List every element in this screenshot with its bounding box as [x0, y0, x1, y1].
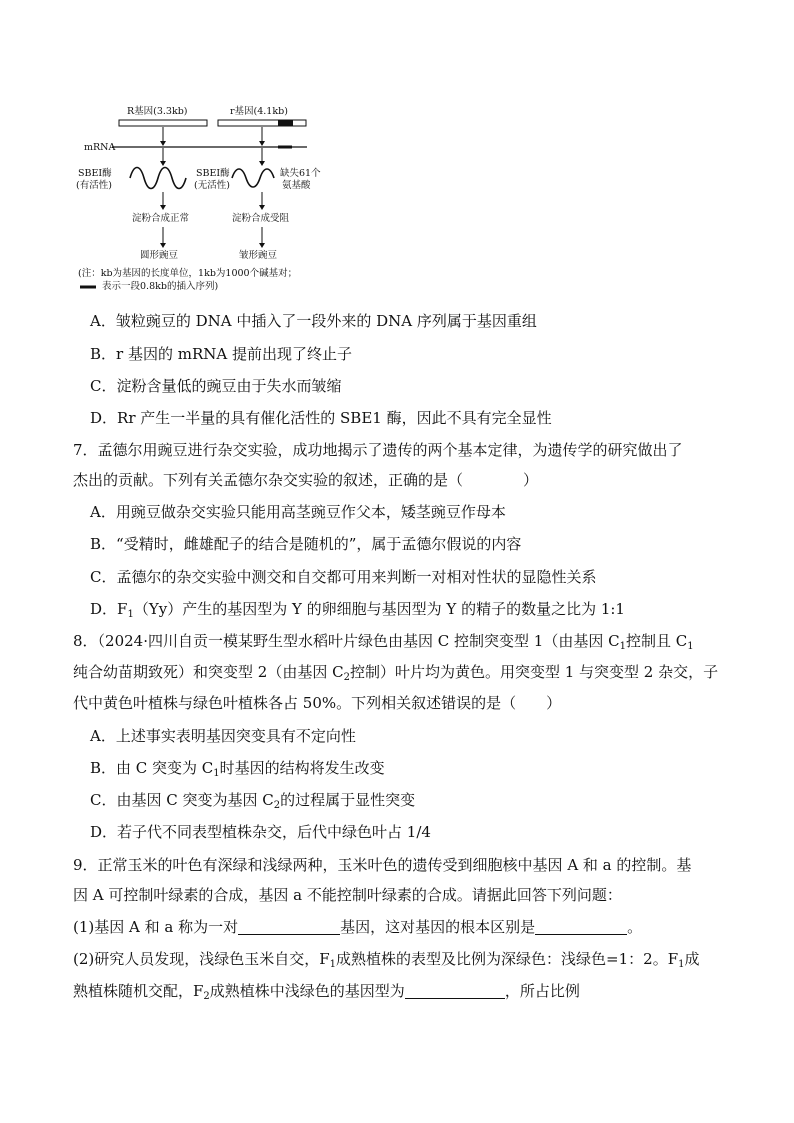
enzyme-mutant-status: (无活性)	[194, 180, 230, 191]
missing-amino-acids-label: 缺失61个	[280, 168, 321, 179]
q8-stem-line-3: 代中黄色叶植株与绿色叶植株各占 50%。下列相关叙述错误的是（ ）	[73, 694, 562, 712]
enzyme-r-label: SBEI酶	[78, 168, 112, 179]
active-enzyme-wave	[130, 168, 186, 189]
enzyme-mutant-label: SBEI酶	[196, 168, 230, 179]
starch-blocked-label: 淀粉合成受阻	[232, 213, 290, 224]
q8-option-b: B．由 C 突变为 $C_1$时基因的结构将发生改变	[90, 759, 385, 779]
gene-expression-diagram	[72, 100, 362, 300]
q7-option-b: B．“受精时，雌雄配子的结合是随机的”，属于孟德尔假说的内容	[90, 535, 522, 553]
q8-option-d: D．若子代不同表型植株杂交，后代中绿色叶占 1/4	[90, 823, 431, 841]
wrinkled-pea-label: 皱形豌豆	[239, 250, 278, 261]
q8-stem-line-1: 8．（2024·四川自贡一模某野生型水稻叶片绿色由基因 C 控制突变型 1（由基因 $C_1$控制且 $C_1$	[73, 632, 694, 652]
q6-option-c: C．淀粉含量低的豌豆由于失水而皱缩	[90, 377, 342, 395]
q9-part-2-line-1: (2)研究人员发现，浅绿色玉米自交，$F_1$成熟植株的表型及比例为深绿色：浅绿色=1：2。$F_1$成	[73, 950, 700, 970]
q6-option-a: A．皱粒豌豆的 DNA 中插入了一段外来的 DNA 序列属于基因重组	[90, 312, 537, 330]
q6-option-d: D．Rr 产生一半量的具有催化活性的 SBE1 酶，因此不具有完全显性	[90, 409, 552, 427]
answer-blank-2[interactable]	[535, 919, 627, 935]
q7-option-d: D．$F_1(Yy)$产生的基因型为 Y 的卵细胞与基因型为 Y 的精子的数量之比为 1:1	[90, 600, 625, 620]
answer-blank-3[interactable]	[405, 983, 505, 999]
q9-part-2-line-2: 熟植株随机交配，$F_2$成熟植株中浅绿色的基因型为 ，所占比例	[73, 982, 580, 1002]
q7-option-c: C．孟德尔的杂交实验中测交和自交都可用来判断一对相对性状的显隐性关系	[90, 568, 597, 586]
q7-stem-line-1: 7．孟德尔用豌豆进行杂交实验，成功地揭示了遗传的两个基本定律，为遗传学的研究做出了	[73, 441, 683, 459]
q7-option-a: A．用豌豆做杂交实验只能用高茎豌豆作父本，矮茎豌豆作母本	[90, 503, 506, 521]
q9-stem-line-2: 因 A 可控制叶绿素的合成，基因 a 不能控制叶绿素的合成。请据此回答下列问题：	[73, 886, 622, 904]
r-mutant-gene-label: r基因(4.1kb)	[230, 106, 288, 117]
answer-blank-1[interactable]	[238, 919, 340, 935]
r-gene-label: R基因(3.3kb)	[127, 106, 188, 117]
q8-option-a: A．上述事实表明基因突变具有不定向性	[90, 727, 356, 745]
inactive-enzyme-wave	[232, 169, 274, 187]
diagram-note-line-2: 表示一段0.8kb的插入序列)	[102, 281, 219, 292]
missing-amino-acids-label-2: 氨基酸	[282, 180, 311, 191]
q8-stem-line-2: 纯合幼苗期致死）和突变型 2（由基因 $C_2$控制）叶片均为黄色。用突变型 1 与突变型 2 杂交，子	[73, 663, 719, 683]
insertion-sequence-block	[278, 120, 293, 126]
enzyme-r-status: (有活性)	[76, 180, 112, 191]
q9-part-1: (1)基因 A 和 a 称为一对 基因，这对基因的根本区别是 。	[73, 918, 643, 936]
q8-option-c: C．由基因 C 突变为基因 $C_2$的过程属于显性突变	[90, 791, 416, 811]
q7-stem-line-2: 杰出的贡献。下列有关孟德尔杂交实验的叙述，正确的是（ ）	[73, 471, 539, 489]
mrna-label: mRNA	[84, 142, 116, 153]
r-gene-dna-bar	[119, 120, 207, 126]
round-pea-label: 圆形豌豆	[140, 250, 179, 261]
q9-stem-line-1: 9．正常玉米的叶色有深绿和浅绿两种，玉米叶色的遗传受到细胞核中基因 A 和 a 的控制。基	[73, 856, 692, 874]
diagram-note-line-1: (注：kb为基因的长度单位，1kb为1000个碱基对；	[78, 268, 298, 279]
q6-option-b: B．r 基因的 mRNA 提前出现了终止子	[90, 345, 352, 363]
starch-normal-label: 淀粉合成正常	[132, 213, 190, 224]
